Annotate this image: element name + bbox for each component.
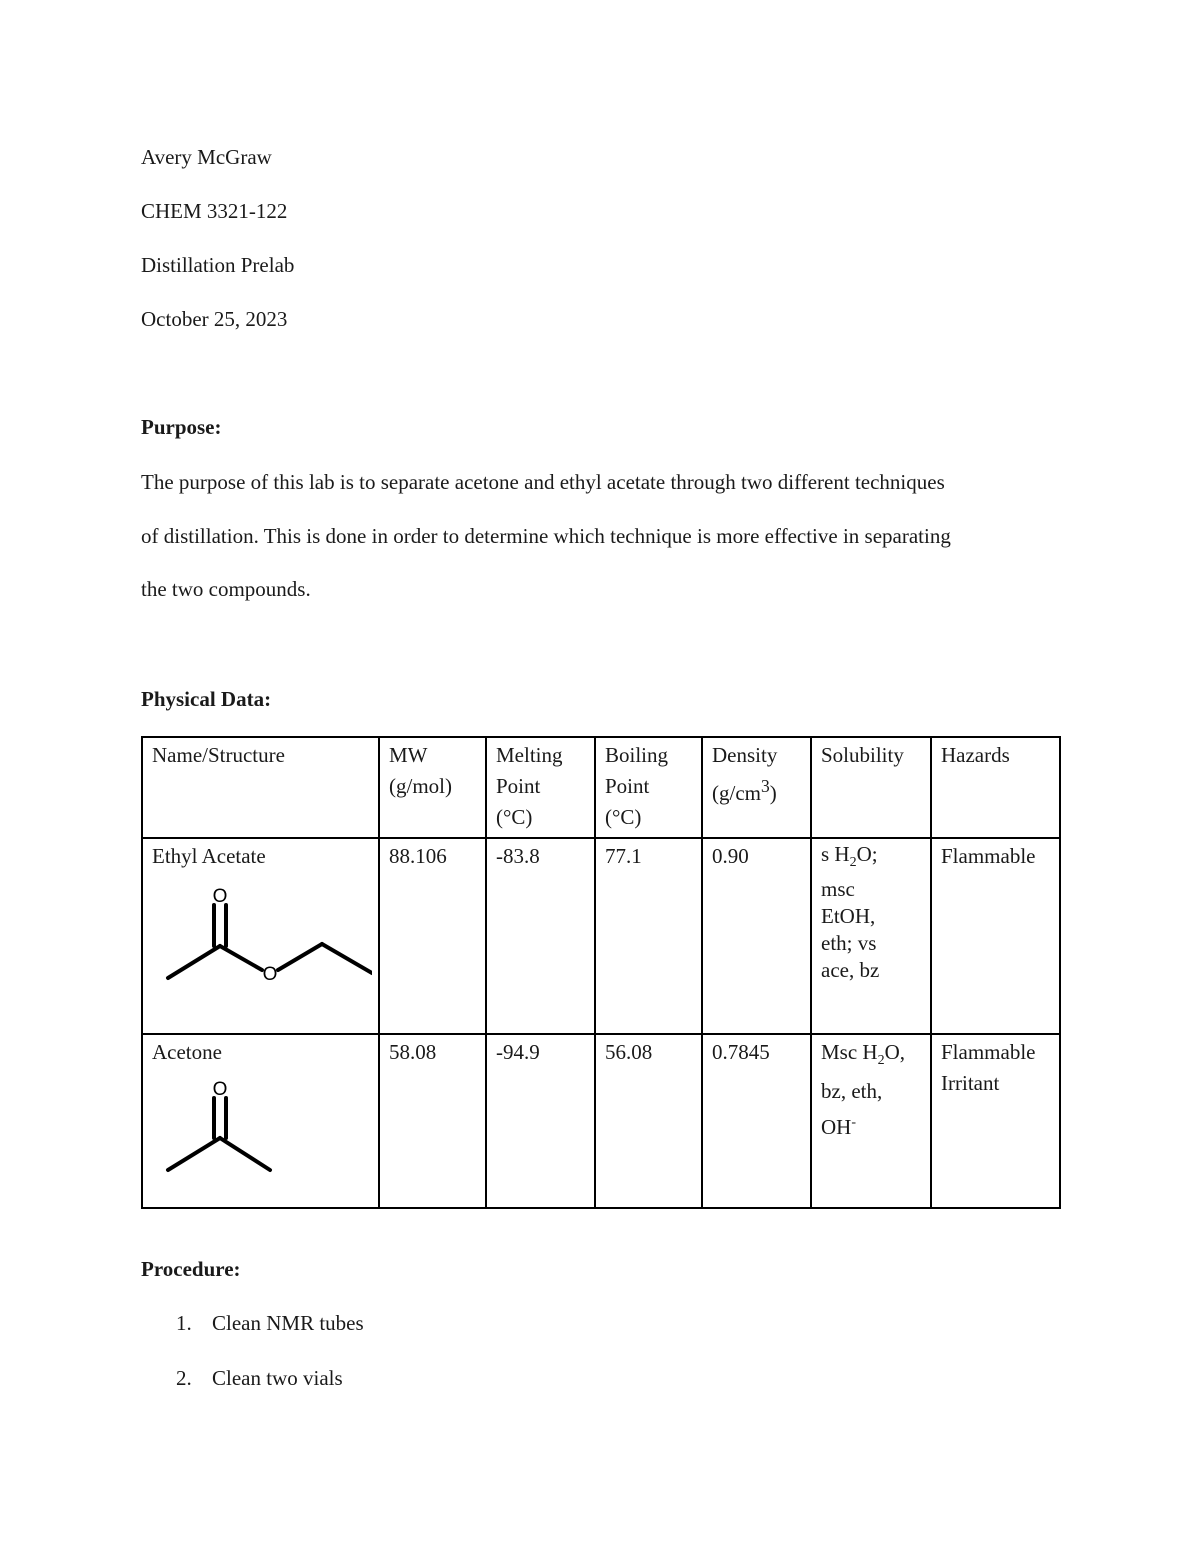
cell-melting-point: -94.9 xyxy=(486,1034,595,1208)
cell-mw: 88.106 xyxy=(379,838,486,1034)
ethyl-acetate-ester-o-label: O xyxy=(262,964,278,985)
procedure-heading: Procedure: xyxy=(141,1257,241,1281)
document-date: October 25, 2023 xyxy=(141,307,288,331)
table-header-row xyxy=(142,737,1060,838)
document-title: Distillation Prelab xyxy=(141,253,295,277)
purpose-line-2: of distillation. This is done in order to determine which technique is more effective in separating xyxy=(141,524,951,548)
cell-hazards: Flammable Irritant xyxy=(931,1034,1060,1208)
cell-density: 0.7845 xyxy=(702,1034,811,1208)
header-name-structure: Name/Structure xyxy=(142,737,379,838)
acetone-structure-diagram xyxy=(152,1076,372,1180)
cell-name-structure: Ethyl Acetate O O xyxy=(142,838,379,1034)
header-melting-point: Melting Point (°C) xyxy=(486,737,595,838)
procedure-step-text: Clean NMR tubes xyxy=(212,1311,364,1335)
header-hazards: Hazards xyxy=(931,737,1060,838)
ethyl-acetate-structure-diagram xyxy=(152,880,372,992)
procedure-step-number: 1. xyxy=(176,1311,192,1335)
purpose-line-1: The purpose of this lab is to separate acetone and ethyl acetate through two different techniques xyxy=(141,470,945,494)
cell-boiling-point: 77.1 xyxy=(595,838,702,1034)
cell-boiling-point: 56.08 xyxy=(595,1034,702,1208)
procedure-step-number: 2. xyxy=(176,1366,192,1390)
purpose-heading: Purpose: xyxy=(141,415,222,439)
header-solubility: Solubility xyxy=(811,737,931,838)
ethyl-acetate-carbonyl-o-label: O xyxy=(212,886,228,907)
cell-solubility: s $H_2O$; msc EtOH, eth; vs ace, bz xyxy=(811,838,931,1034)
header-mw: MW (g/mol) xyxy=(379,737,486,838)
cell-melting-point: -83.8 xyxy=(486,838,595,1034)
header-boiling-point: Boiling Point (°C) xyxy=(595,737,702,838)
physical-data-heading: Physical Data: xyxy=(141,687,272,711)
purpose-line-3: the two compounds. xyxy=(141,577,311,601)
cell-solubility: Msc $H_2O$, bz, eth, OH- xyxy=(811,1034,931,1208)
author-name: Avery McGraw xyxy=(141,145,272,169)
acetone-carbonyl-o-label: O xyxy=(212,1079,228,1100)
physical-data-table xyxy=(141,736,1061,1209)
table-row-acetone xyxy=(142,1034,1060,1208)
course-code: CHEM 3321-122 xyxy=(141,199,288,223)
header-density: Density $(g/cm^3)$ xyxy=(702,737,811,838)
table-row-ethyl-acetate xyxy=(142,838,1060,1034)
cell-density: 0.90 xyxy=(702,838,811,1034)
cell-mw: 58.08 xyxy=(379,1034,486,1208)
procedure-step-text: Clean two vials xyxy=(212,1366,343,1390)
cell-hazards: Flammable xyxy=(931,838,1060,1034)
cell-name-structure: Acetone O xyxy=(142,1034,379,1208)
